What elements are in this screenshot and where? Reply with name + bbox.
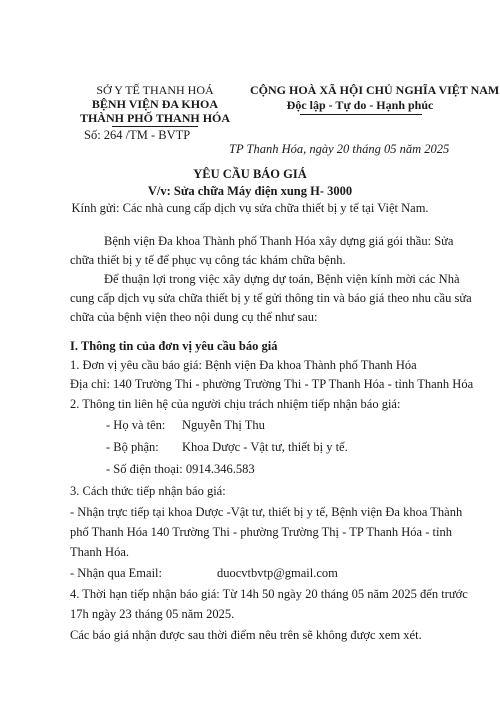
paragraph-2-line-3: chữa của bệnh viện theo nội dung cụ thể như sau: [70, 310, 318, 324]
contact-name-value: Nguyễn Thị Thu [182, 418, 265, 432]
header-right-underline [300, 114, 422, 115]
email-value[interactable]: duocvtbvtp@gmail.com [217, 566, 338, 580]
nation-name: CỘNG HOÀ XÃ HỘI CHỦ NGHĨA VIỆT NAM [250, 83, 500, 97]
paragraph-1-line-2: chữa thiết bị y tế để phục vụ công tác khám chữa bệnh. [70, 253, 346, 267]
contact-info-heading: 2. Thông tin liên hệ của người chịu trách nhiệm tiếp nhận báo giá: [70, 397, 401, 411]
hospital-name-line2: THÀNH PHỐ THANH HÓA [79, 111, 231, 125]
recipient-line: Kính gửi: Các nhà cung cấp dịch vụ sửa chữa thiết bị y tế tại Việt Nam. [71, 201, 429, 215]
deadline-line-2: 17h ngày 23 tháng 05 năm 2025. [70, 607, 235, 621]
direct-submission-line-3: Thanh Hóa. [70, 545, 130, 559]
paragraph-2-line-2: cung cấp dịch vụ sửa chữa thiết bị y tế gửi thông tin và báo giá theo nhu cầu sửa [70, 291, 472, 305]
contact-dept-value: Khoa Dược - Vật tư, thiết bị y tế. [182, 440, 348, 454]
address: Địa chỉ: 140 Trường Thi - phường Trường Thi - TP Thanh Hóa - tỉnh Thanh Hóa [70, 377, 474, 391]
direct-submission-line-2: phố Thanh Hóa 140 Trường Thi - phường Trường Thị - TP Thanh Hóa - tỉnh [70, 525, 452, 539]
national-motto: Độc lập - Tự do - Hạnh phúc [286, 98, 434, 112]
document-reference: Số: 264 /TM - BVTP [84, 128, 191, 142]
hospital-name-line1: BỆNH VIỆN ĐA KHOA [91, 97, 219, 111]
document-subject: V/v: Sửa chữa Máy điện xung H- 3000 [147, 184, 353, 198]
section-1-heading: I. Thông tin của đơn vị yêu cầu báo giá [70, 339, 278, 353]
header-left-underline [112, 126, 198, 127]
paragraph-1-line-1: Bệnh viện Đa khoa Thành phố Thanh Hóa xây dựng giá gói thầu: Sửa [104, 234, 454, 248]
contact-dept-label: - Bộ phận: [106, 440, 159, 454]
issue-date: TP Thanh Hóa, ngày 20 tháng 05 năm 2025 [229, 142, 450, 156]
direct-submission-line-1: - Nhận trực tiếp tại khoa Dược -Vật tư, thiết bị y tế, Bệnh viện Đa khoa Thành [70, 505, 463, 519]
submission-method-heading: 3. Cách thức tiếp nhận báo giá: [70, 484, 226, 498]
contact-name-label: - Họ và tên: [106, 418, 166, 432]
document-title: YÊU CẦU BÁO GIÁ [193, 167, 307, 181]
email-label: - Nhận qua Email: [70, 566, 162, 580]
late-submission-note: Các báo giá nhận được sau thời điểm nêu trên sẽ không được xem xét. [70, 628, 422, 642]
deadline-line-1: 4. Thời hạn tiếp nhận báo giá: Từ 14h 50 ngày 20 tháng 05 năm 2025 đến trước [70, 587, 468, 601]
department-name: SỞ Y TẾ THANH HOÁ [96, 83, 214, 97]
paragraph-2-line-1: Để thuận lợi trong việc xây dựng dự toán, Bệnh viện kính mời các Nhà [104, 272, 460, 286]
contact-phone: - Số điện thoại: 0914.346.583 [106, 462, 255, 476]
requesting-unit: 1. Đơn vị yêu cầu báo giá: Bệnh viện Đa khoa Thành phố Thanh Hóa [70, 358, 417, 372]
